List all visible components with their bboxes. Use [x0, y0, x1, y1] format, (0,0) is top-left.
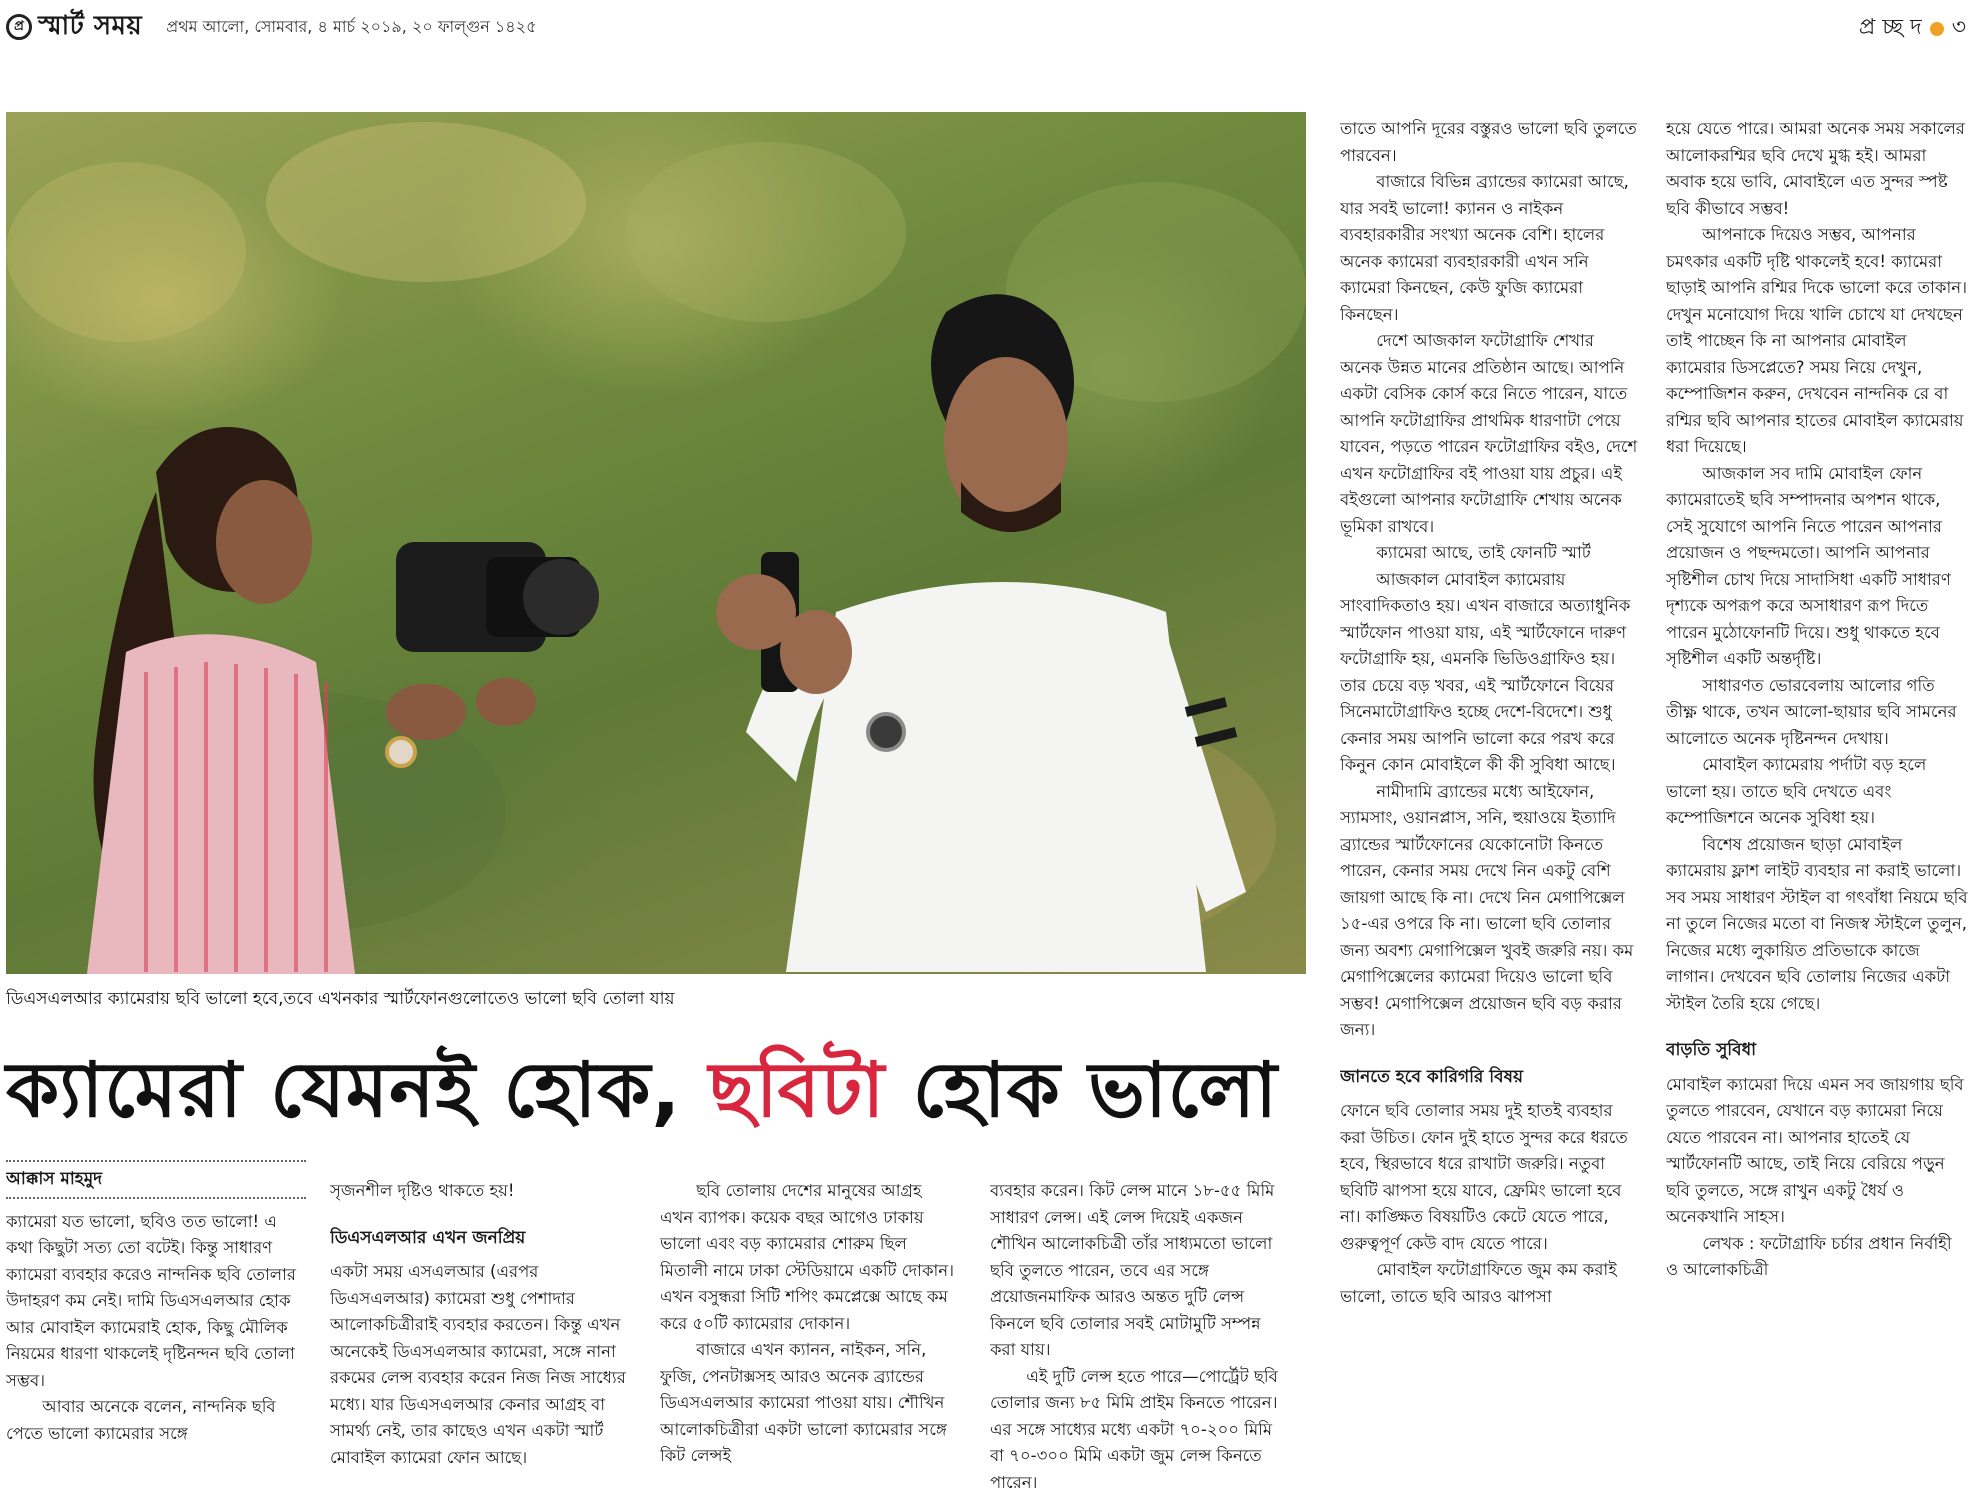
paragraph: আবার অনেকে বলেন, নান্দনিক ছবি পেতে ভালো ক্যামেরার সঙ্গে	[6, 1397, 276, 1443]
photo-icon	[6, 112, 1306, 974]
paragraph: বাজারে এখন ক্যানন, নাইকন, সনি, ফুজি, পেনটাক্সসহ আরও অনেক ব্র্যান্ডের ডিএসএলআর ক্যামেরা পাওয়া যায়। শৌখিন আলোকচিত্রীরা একটা ভালো ক্যামেরার সঙ্গে কিট লেন্সই	[660, 1340, 947, 1465]
paragraph: বিশেষ প্রয়োজন ছাড়া মোবাইল ক্যামেরায় ফ্লাশ লাইট ব্যবহার না করাই ভালো। সব সময় সাধারণ স্টাইল বা গৎবাঁধা নিয়মে ছবি না তুলে নিজের মতো বা নিজস্ব স্টাইলে তুলুন, নিজের মধ্যে লুকায়িত প্রতিভাকে কাজে লাগান। দেখবেন ছবি তোলায় নিজের একটা স্টাইল তৈরি হয়ে গেছে।	[1666, 834, 1968, 1013]
article-column-4	[990, 1178, 1290, 1495]
headline-part-1: ক্যামেরা যেমনই হোক,	[6, 1045, 709, 1134]
headline-highlight: ছবিটা	[708, 1045, 886, 1134]
paragraph: মোবাইল ফটোগ্রাফিতে জুম কম করাই ভালো, তাতে ছবি আরও ঝাপসা	[1340, 1260, 1617, 1306]
paragraph: এই দুটি লেন্স হতে পারে—পোর্ট্রেট ছবি তোলার জন্য ৮৫ মিমি প্রাইম কিনতে পারেন। এর সঙ্গে সাধ্যের মধ্যে একটা ৭০-২০০ মিমি বা ৭০-৩০০ মিমি একটা জুম লেন্স কিনতে পারেন।	[990, 1366, 1278, 1492]
paragraph: একটা সময় এসএলআর (এরপর ডিএসএলআর) ক্যামেরা শুধু পেশাদার আলোকচিত্রীরাই ব্যবহার করতেন। কিন্তু এখন অনেকেই ডিএসএলআর ক্যামেরা, সঙ্গে নানা রকমের লেন্স ব্যবহার করেন নিজ নিজ সাধ্যের মধ্যে। যার ডিএসএলআর কেনার আগ্রহ বা সামর্থ্য নেই, তার কাছেও এখন একটা স্মার্ট মোবাইল ক্যামেরা ফোন আছে।	[330, 1262, 626, 1467]
article-column-3	[660, 1178, 960, 1495]
headline-part-2: হোক ভালো	[885, 1045, 1279, 1134]
article-column-2	[330, 1178, 630, 1495]
subheading: বাড়তি সুবিধা	[1666, 1040, 1757, 1060]
paragraph: দেশে আজকাল ফটোগ্রাফি শেখার অনেক উন্নত মানের প্রতিষ্ঠান আছে। আপনি একটা বেসিক কোর্স করে নিতে পারেন, যাতে আপনি ফটোগ্রাফির প্রাথমিক ধারণাটা পেয়ে যাবেন, পড়তে পারেন ফটোগ্রাফির বইও, দেশে এখন ফটোগ্রাফির বই পাওয়া যায় প্রচুর। এই বইগুলো আপনার ফটোগ্রাফি শেখায় অনেক ভূমিকা রাখবে।	[1340, 331, 1638, 536]
section-name: স্মার্ট সময়	[38, 11, 143, 41]
paragraph: নামীদামি ব্র্যান্ডের মধ্যে আইফোন, স্যামসাং, ওয়ানপ্লাস, সনি, হুয়াওয়ে ইত্যাদি ব্র্যান্ডের স্মার্টফোনের যেকোনোটা কিনতে পারেন, কেনার সময় দেখে নিন একটু বেশি জায়গা আছে কি না। দেখে নিন মেগাপিক্সেল ১৫-এর ওপরে কি না। ভালো ছবি তোলার জন্য অবশ্য মেগাপিক্সেল খুবই জরুরি নয়। কম মেগাপিক্সেলের ক্যামেরা দিয়েও ভালো ছবি সম্ভব! মেগাপিক্সেল প্রয়োজন ছবি বড় করার জন্য।	[1340, 781, 1634, 1039]
paragraph: ফোনে ছবি তোলার সময় দুই হাতই ব্যবহার করা উচিত। ফোন দুই হাতে সুন্দর করে ধরতে হবে, স্থিরভাবে ধরে রাখাটা জরুরি। নতুবা ছবিটি ঝাপসা হয়ে যাবে, ফ্রেমিং ভালো হবে না। কাঙ্ক্ষিত বিষয়টিও কেটে যেতে পারে, গুরুত্বপূর্ণ কেউ বাদ যেতে পারে।	[1340, 1101, 1628, 1253]
paragraph: ব্যবহার করেন। কিট লেন্স মানে ১৮-৫৫ মিমি সাধারণ লেন্স। এই লেন্স দিয়েই একজন শৌখিন আলোকচিত্রী তাঁর সাধ্যমতো ভালো ছবি তুলতে পারেন, তবে এর সঙ্গে প্রয়োজনমাফিক আরও অন্তত দুটি লেন্স কিনলে ছবি তোলার সবই মোটামুটি সম্পন্ন করা যায়।	[990, 1181, 1275, 1359]
byline: আক্কাস মাহমুদ	[6, 1169, 103, 1189]
paragraph: মোবাইল ক্যামেরা দিয়ে এমন সব জায়গায় ছবি তুলতে পারবেন, যেখানে বড় ক্যামেরা নিয়ে যেতে পারবেন না। আপনার হাতেই যে স্মার্টফোনটি আছে, তাই নিয়ে বেরিয়ে পড়ুন ছবি তুলতে, সঙ্গে রাখুন একটু ধৈর্য ও অনেকখানি সাহস।	[1666, 1074, 1964, 1226]
subheading: ডিএসএলআর এখন জনপ্রিয়	[330, 1227, 526, 1248]
paragraph: ক্যামেরা আছে, তাই ফোনটি স্মার্ট	[1376, 543, 1591, 562]
author-credit: লেখক : ফটোগ্রাফি চর্চার প্রধান নির্বাহী ও আলোকচিত্রী	[1666, 1233, 1952, 1279]
masthead	[6, 6, 536, 48]
paragraph: সৃজনশীল দৃষ্টিও থাকতে হয়!	[330, 1181, 515, 1200]
paragraph: ছবি তোলায় দেশের মানুষের আগ্রহ এখন ব্যাপক। কয়েক বছর আগেও ঢাকায় ভালো এবং বড় ক্যামেরার শোরুম ছিল মিতালী নামে ঢাকা স্টেডিয়ামে একটি দোকান। এখন বসুন্ধরা সিটি শপিং কমপ্লেক্সে আছে কম করে ৫০টি ক্যামেরার দোকান।	[660, 1181, 955, 1333]
paragraph: বাজারে বিভিন্ন ব্র্যান্ডের ক্যামেরা আছে, যার সবই ভালো! ক্যানন ও নাইকন ব্যবহারকারীর সংখ্যা অনেক বেশি। হালের অনেক ক্যামেরা ব্যবহারকারী এখন সনি ক্যামেরা কিনছেন, কেউ ফুজি ক্যামেরা কিনছেন।	[1340, 172, 1629, 324]
paragraph: তাতে আপনি দূরের বস্তুরও ভালো ছবি তুলতে পারবেন।	[1340, 119, 1637, 165]
paragraph: সাধারণত ভোরবেলায় আলোর গতি তীক্ষ্ণ থাকে, তখন আলো-ছায়ার ছবি সামনের আলোতে অনেক দৃষ্টিনন্দন দেখায়।	[1666, 675, 1957, 748]
article-column-6	[1666, 116, 1968, 1495]
page-section-label: প্র চ্ছ দ	[1858, 15, 1922, 40]
paragraph: হয়ে যেতে পারে। আমরা অনেক সময় সকালের আলোকরশ্মির ছবি দেখে মুগ্ধ হই। আমরা অবাক হয়ে ভাবি, মোবাইলে এত সুন্দর স্পষ্ট ছবি কীভাবে সম্ভব!	[1666, 119, 1965, 218]
feature-photo	[6, 112, 1306, 974]
issue-date-line: প্রথম আলো, সোমবার, ৪ মার্চ ২০১৯, ২০ ফাল্গুন ১৪২৫	[166, 16, 537, 36]
byline-box	[6, 1160, 306, 1199]
paragraph: আপনাকে দিয়েও সম্ভব, আপনার চমৎকার একটি দৃষ্টি থাকলেই হবে! ক্যামেরা ছাড়াই আপনি রশ্মির দিকে ভালো করে তাকান। দেখুন মনোযোগ দিয়ে খালি চোখে যা দেখছেন তাই পাচ্ছেন কি না আপনার মোবাইল ক্যামেরার ডিসপ্লেতে? সময় নিয়ে দেখুন, কম্পোজিশন করুন, দেখবেন নান্দনিক রে বা রশ্মির ছবি আপনার হাতের মোবাইল ক্যামেরায় ধরা দিয়েছে।	[1666, 225, 1967, 456]
page-marker	[1859, 10, 1966, 47]
subheading: জানতে হবে কারিগরি বিষয়	[1340, 1066, 1523, 1087]
paragraph: আজকাল সব দামি মোবাইল ফোন ক্যামেরাতেই ছবি সম্পাদনার অপশন থাকে, সেই সুযোগে আপনি নিতে পারেন আপনার প্রয়োজন ও পছন্দমতো। আপনি আপনার সৃষ্টিশীল চোখ দিয়ে সাদাসিধা একটি সাধারণ দৃশ্যকে অপরূপ করে অসাধারণ রূপ দিতে পারেন মুঠোফোনটি দিয়ে। শুধু থাকতে হবে সৃষ্টিশীল একটি অন্তর্দৃষ্টি।	[1666, 463, 1951, 668]
orange-dot-icon	[1930, 22, 1944, 36]
headline	[6, 1042, 1306, 1138]
page-number: ৩	[1951, 15, 1966, 40]
paragraph: ক্যামেরা যত ভালো, ছবিও তত ভালো! এ কথা কিছুটা সত্য তো বটেই। কিন্তু সাধারণ ক্যামেরা ব্যবহার করেও নান্দনিক ছবি তোলার উদাহরণ কম নেই। দামি ডিএসএলআর হোক আর মোবাইল ক্যামেরাই হোক, কিছু মৌলিক নিয়মের ধারণা থাকলেই দৃষ্টিনন্দন ছবি তোলা সম্ভব।	[6, 1211, 296, 1390]
article-column-5	[1340, 116, 1640, 1495]
prothom-alo-logo-icon: প্র	[6, 14, 32, 40]
paragraph: আজকাল মোবাইল ক্যামেরায় সাংবাদিকতাও হয়। এখন বাজারে অত্যাধুনিক স্মার্টফোন পাওয়া যায়, এই স্মার্টফোনে দারুণ ফটোগ্রাফি হয়, এমনকি ভিডিওগ্রাফিও হয়। তার চেয়ে বড় খবর, এই স্মার্টফোনে বিয়ের সিনেমাটোগ্রাফিও হচ্ছে দেশে-বিদেশে। শুধু কেনার সময় আপনি ভালো করে পরখ করে কিনুন কোন মোবাইলে কী কী সুবিধা আছে।	[1340, 569, 1631, 774]
paragraph: মোবাইল ক্যামেরায় পর্দাটা বড় হলে ভালো হয়। তাতে ছবি দেখতে এবং কম্পোজিশনে অনেক সুবিধা হয়।	[1666, 755, 1927, 827]
photo-caption: ডিএসএলআর ক্যামেরায় ছবি ভালো হবে,তবে এখনকার স্মার্টফোনগুলোতেও ভালো ছবি তোলা যায়	[6, 989, 675, 1009]
article-column-1	[6, 1160, 306, 1495]
